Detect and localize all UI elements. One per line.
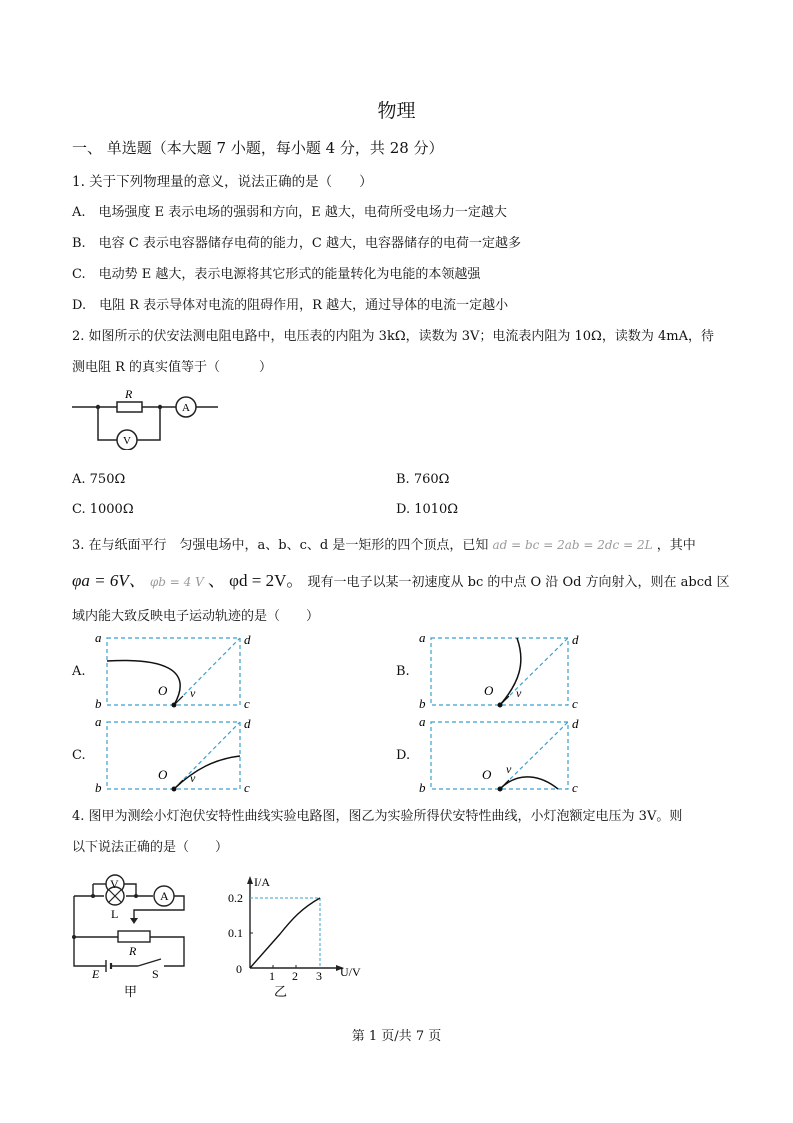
svg-text:c: c — [244, 780, 250, 794]
svg-text:b: b — [95, 780, 102, 794]
svg-text:0: 0 — [236, 962, 242, 976]
label-r: R — [125, 388, 133, 401]
caption-yi: 乙 — [274, 984, 288, 999]
q3-figure-c — [90, 712, 260, 794]
svg-text:v: v — [190, 771, 196, 785]
svg-text:b: b — [419, 696, 426, 710]
svg-text:c: c — [572, 696, 578, 710]
label-a: A — [182, 402, 190, 414]
svg-text:v: v — [506, 762, 512, 776]
q3-phi-d: 、 φd = 2V。 — [207, 571, 304, 590]
q3-figure-b — [414, 628, 584, 710]
svg-text:a: a — [95, 714, 102, 729]
q3-stem-tail: ，其中 — [656, 538, 696, 553]
q2-option-d: D. 1010Ω — [396, 502, 459, 517]
svg-text:c: c — [244, 696, 250, 710]
svg-text:R: R — [129, 944, 137, 958]
q3-phi-a: φa = 6V、 — [72, 571, 146, 590]
q1-option-c: C. 电动势 E 越大，表示电源将其它形式的能量转化为电能的本领越强 — [72, 267, 481, 282]
svg-text:a: a — [95, 630, 102, 645]
q3-option-a-label: A. — [72, 664, 86, 679]
svg-text:I/A: I/A — [254, 875, 270, 889]
q3-phi-b: φb = 4 V — [149, 575, 204, 589]
svg-text:1: 1 — [269, 969, 275, 983]
svg-text:E: E — [92, 967, 100, 981]
svg-text:S: S — [152, 967, 159, 981]
svg-text:v: v — [516, 686, 522, 700]
svg-text:U/V: U/V — [340, 965, 361, 979]
q4-graph-yi — [222, 872, 372, 1002]
q3-figure-a — [90, 628, 260, 710]
svg-text:0.1: 0.1 — [228, 926, 243, 940]
svg-text:c: c — [572, 780, 578, 794]
svg-text:a: a — [419, 630, 426, 645]
svg-text:3: 3 — [316, 969, 322, 983]
page-title: 物理 — [377, 100, 416, 122]
svg-text:d: d — [244, 632, 251, 647]
q3-figure-d — [414, 712, 584, 794]
svg-text:0.2: 0.2 — [228, 891, 243, 905]
rheostat-r — [118, 931, 150, 942]
svg-text:O: O — [158, 683, 168, 698]
q3-stem-text: 3. 在与纸面平行 匀强电场中，a、b、c、d 是一矩形的四个顶点，已知 — [72, 538, 489, 553]
svg-text:V: V — [110, 877, 119, 891]
trajectory-c — [174, 756, 240, 789]
q2-option-a: A. 750Ω — [72, 472, 126, 487]
q4-stem-line2: 以下说法正确的是（ ） — [72, 840, 229, 855]
svg-text:2: 2 — [292, 969, 298, 983]
q3-equation: ad = bc = 2ab = 2dc = 2L — [492, 538, 653, 552]
q3-option-b-label: B. — [396, 664, 410, 679]
q3-stem-line1 — [72, 534, 696, 553]
svg-text:L: L — [111, 907, 119, 921]
trajectory-d — [500, 777, 558, 789]
svg-text:d: d — [572, 632, 579, 647]
svg-text:d: d — [244, 716, 251, 731]
q3-stem-text2: 现有一电子以某一初速度从 bc 的中点 O 沿 Od 方向射入，则在 abcd 区 — [307, 575, 730, 590]
caption-jia: 甲 — [124, 984, 138, 999]
page-footer: 第 1 页/共 7 页 — [351, 1029, 442, 1044]
q3-option-d-label: D. — [396, 748, 411, 763]
q2-option-b: B. 760Ω — [396, 472, 450, 487]
svg-text:b: b — [95, 696, 102, 710]
iu-curve — [250, 898, 320, 968]
q3-stem-line2 — [72, 566, 730, 591]
q2-stem-line1: 2. 如图所示的伏安法测电阻电路中，电压表的内阻为 3kΩ，读数为 3V；电流表内阻为 10Ω，读数为 4mA，待 — [72, 329, 714, 344]
q2-option-c: C. 1000Ω — [72, 502, 134, 517]
q1-option-a: A. 电场强度 E 表示电场的强弱和方向，E 越大，电荷所受电场力一定越大 — [72, 205, 507, 220]
q2-circuit-diagram — [70, 388, 230, 450]
svg-text:a: a — [419, 714, 426, 729]
svg-text:d: d — [572, 716, 579, 731]
q1-option-d: D. 电阻 R 表示导体对电流的阻碍作用，R 越大，通过导体的电流一定越小 — [72, 298, 509, 313]
svg-text:v: v — [190, 686, 196, 700]
section-heading: 一、 单选题（本大题 7 小题，每小题 4 分，共 28 分） — [72, 139, 444, 157]
svg-text:A: A — [160, 889, 169, 903]
q3-option-c-label: C. — [72, 748, 86, 763]
q2-stem-line2: 测电阻 R 的真实值等于（ ） — [72, 360, 273, 375]
trajectory-a — [107, 661, 180, 705]
q3-stem-line3: 域内能大致反映电子运动轨迹的是（ ） — [72, 609, 320, 624]
q1-option-b: B. 电容 C 表示电容器储存电荷的能力，C 越大，电容器储存的电荷一定越多 — [72, 236, 521, 251]
q4-circuit-jia — [66, 862, 196, 1002]
q1-stem: 1. 关于下列物理量的意义，说法正确的是（ ） — [72, 174, 373, 190]
label-v: V — [123, 435, 131, 447]
svg-text:O: O — [484, 683, 494, 698]
svg-text:O: O — [482, 767, 492, 782]
svg-text:O: O — [158, 767, 168, 782]
q4-stem-line1: 4. 图甲为测绘小灯泡伏安特性曲线实验电路图，图乙为实验所得伏安特性曲线，小灯泡额定电压为 3V。则 — [72, 809, 683, 824]
svg-text:b: b — [419, 780, 426, 794]
resistor-r — [117, 402, 142, 412]
